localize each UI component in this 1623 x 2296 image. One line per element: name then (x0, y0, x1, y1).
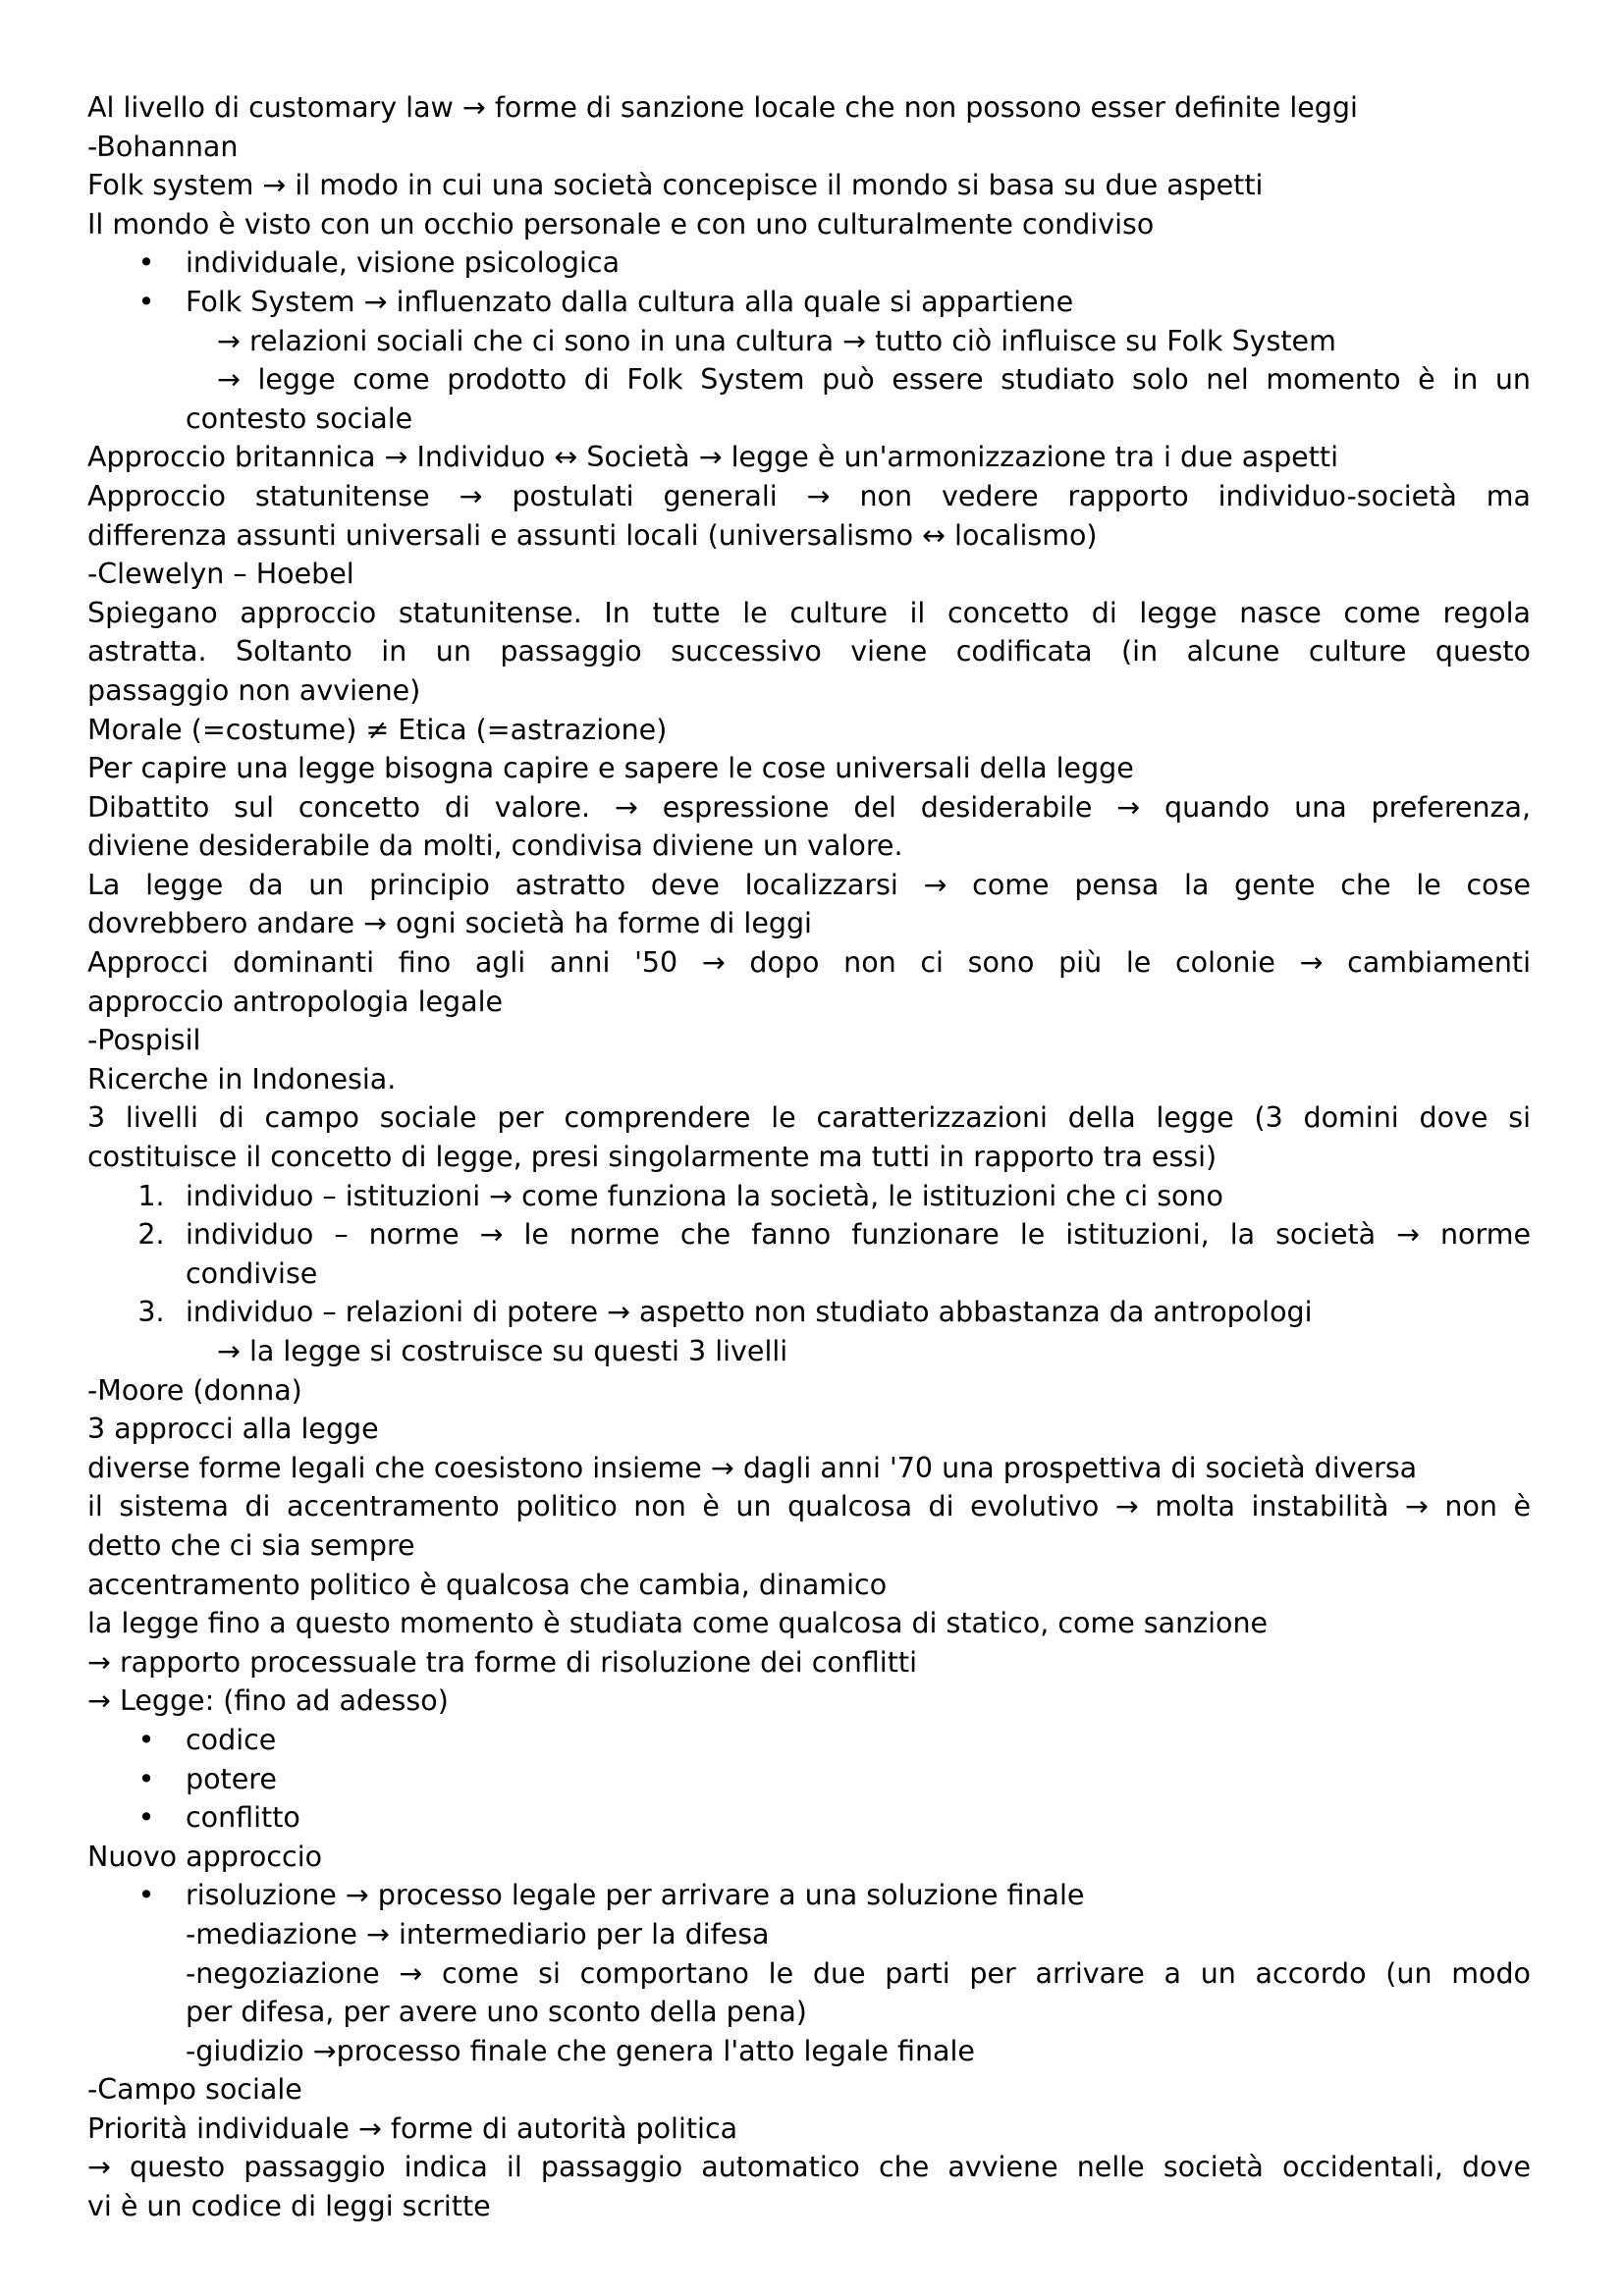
text-line: passaggio non avviene) (87, 673, 421, 707)
text-line: detto che ci sia sempre (87, 1528, 415, 1562)
text-line: Ricerche in Indonesia. (87, 1062, 397, 1095)
bullet-item (87, 1760, 1531, 1799)
text-line: → Legge: (fino ad adesso) (87, 1684, 449, 1718)
list-item-text: potere (186, 1762, 277, 1795)
list-item-text: Folk System → influenzato dalla cultura alla quale si appartiene (186, 285, 1074, 318)
bullet-item (87, 1721, 1531, 1760)
text-line: astratta. Soltanto in un passaggio successivo viene codificata (in alcune culture questo (87, 635, 1531, 668)
list-item-text: risoluzione → processo legale per arrivare a una soluzione finale (186, 1879, 1085, 1912)
indented-line: → la legge si costruisce su questi 3 livelli (217, 1335, 788, 1367)
text-line: diverse forme legali che coesistono insieme → dagli anni '70 una prospettiva di società diversa (87, 1451, 1418, 1484)
text-line: 3 approcci alla legge (87, 1413, 379, 1446)
numbered-item (87, 1177, 1531, 1216)
list-item-text: individuo – norme → le norme che fanno funzionare le istituzioni, la società → norme (186, 1218, 1531, 1252)
numbered-item (87, 1215, 1531, 1255)
text-line: Dibattito sul concetto di valore. → espressione del desiderabile → quando una preferenza, (87, 790, 1531, 824)
list-item-text: individuale, visione psicologica (186, 246, 621, 280)
bullet-marker: • (137, 1723, 155, 1756)
text-line: Approccio statunitense → postulati generali → non vedere rapporto individuo-società ma (87, 479, 1531, 512)
text-line: Approcci dominanti fino agli anni '50 → dopo non ci sono più le colonie → cambiamenti (87, 946, 1531, 980)
bullet-marker: • (137, 1879, 155, 1912)
text-line: → questo passaggio indica il passaggio automatico che avviene nelle società occidentali, dove (87, 2151, 1531, 2184)
indented-line: condivise (186, 1256, 318, 1290)
text-line: accentramento politico è qualcosa che cambia, dinamico (87, 1568, 888, 1601)
indented-line: -negoziazione → come si comportano le due parti per arrivare a un accordo (un modo (186, 1956, 1531, 1990)
text-line: diviene desiderabile da molti, condivisa diviene un valore. (87, 829, 903, 863)
text-line: Priorità individuale → forme di autorità politica (87, 2111, 738, 2145)
indented-line: contesto sociale (186, 401, 413, 435)
text-line: Per capire una legge bisogna capire e sapere le cose universali della legge (87, 752, 1134, 785)
text-line: -Moore (donna) (87, 1373, 302, 1407)
text-line: Spiegano approccio statunitense. In tutte le culture il concetto di legge nasce come regola (87, 596, 1531, 629)
bullet-item (87, 1876, 1531, 1915)
document-body (87, 88, 1531, 2226)
text-line: approccio antropologia legale (87, 985, 504, 1018)
list-item-text: individuo – istituzioni → come funziona la società, le istituzioni che ci sono (186, 1179, 1223, 1212)
indented-line: -giudizio →processo finale che genera l'atto legale finale (186, 2034, 975, 2067)
indented-line: → legge come prodotto di Folk System può essere studiato solo nel momento è in un (217, 363, 1531, 397)
list-number: 1. (137, 1179, 165, 1212)
text-line: costituisce il concetto di legge, presi singolarmente ma tutti in rapporto tra essi) (87, 1141, 1217, 1174)
indented-line: -mediazione → intermediario per la difesa (186, 1917, 770, 1950)
text-line: -Campo sociale (87, 2073, 302, 2107)
indented-line: per difesa, per avere uno sconto della pena) (186, 1996, 807, 2029)
text-line: Il mondo è visto con un occhio personale e con uno culturalmente condiviso (87, 207, 1155, 240)
list-number: 2. (137, 1218, 165, 1252)
list-item-text: individuo – relazioni di potere → aspetto non studiato abbastanza da antropologi (186, 1296, 1313, 1329)
text-line: Morale (=costume) ≠ Etica (=astrazione) (87, 713, 668, 746)
bullet-item (87, 283, 1531, 322)
text-line: Approccio britannica → Individuo ↔ Società → legge è un'armonizzazione tra i due aspetti (87, 441, 1338, 474)
text-line: → rapporto processuale tra forme di risoluzione dei conflitti (87, 1645, 917, 1679)
text-line: -Pospisil (87, 1024, 201, 1057)
list-number: 3. (137, 1296, 165, 1329)
text-line: Al livello di customary law → forme di sanzione locale che non possono esser definite leggi (87, 91, 1358, 124)
bullet-marker: • (137, 1762, 155, 1795)
list-item-text: conflitto (186, 1801, 300, 1835)
text-line: -Bohannan (87, 130, 239, 163)
text-line: Nuovo approccio (87, 1840, 323, 1873)
text-line: differenza assunti universali e assunti locali (universalismo ↔ localismo) (87, 518, 1098, 552)
text-line: la legge fino a questo momento è studiata come qualcosa di statico, come sanzione (87, 1607, 1269, 1640)
bullet-item (87, 1798, 1531, 1838)
bullet-marker: • (137, 1801, 155, 1835)
numbered-item (87, 1293, 1531, 1332)
indented-line: → relazioni sociali che ci sono in una cultura → tutto ciò influisce su Folk System (217, 324, 1336, 357)
bullet-marker: • (137, 285, 155, 318)
bullet-marker: • (137, 246, 155, 280)
text-line: vi è un codice di leggi scritte (87, 2190, 491, 2223)
text-line: Folk system → il modo in cui una società concepisce il mondo si basa su due aspetti (87, 169, 1264, 202)
text-line: -Clewelyn – Hoebel (87, 558, 354, 591)
list-item-text: codice (186, 1723, 277, 1756)
text-line: il sistema di accentramento politico non è un qualcosa di evolutivo → molta instabilità → non è (87, 1490, 1531, 1523)
text-line: 3 livelli di campo sociale per comprendere le caratterizzazioni della legge (3 domini dove si (87, 1101, 1531, 1135)
text-line: dovrebbero andare → ogni società ha forme di leggi (87, 907, 812, 940)
bullet-item (87, 243, 1531, 283)
text-line: La legge da un principio astratto deve localizzarsi → come pensa la gente che le cose (87, 868, 1531, 901)
